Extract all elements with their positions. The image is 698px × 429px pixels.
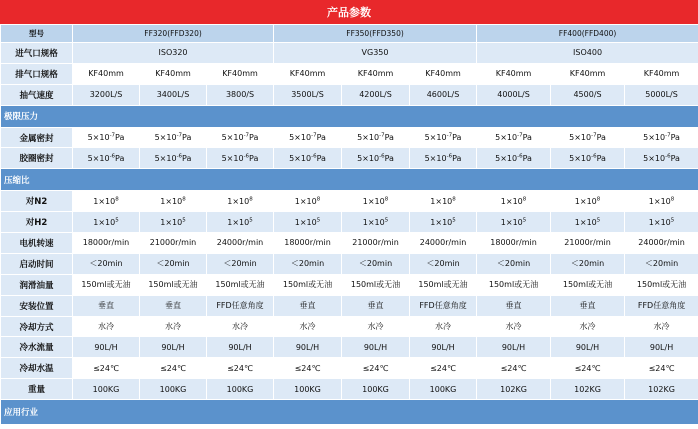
rubber-seal-value: [274, 148, 342, 169]
water-flow-value: 90L/H: [73, 337, 140, 358]
start-time-value: ＜20min: [551, 253, 625, 274]
lubrication-value: 150ml或无油: [551, 274, 625, 295]
value-base: 5×10: [495, 153, 518, 163]
value-exponent: 5: [452, 216, 456, 223]
cooling-value: 水冷: [73, 316, 140, 337]
table-row: [1, 233, 698, 254]
cooling-value: 水冷: [342, 316, 410, 337]
ratio-n2-value: [477, 191, 551, 212]
value-exponent: 8: [522, 196, 527, 203]
table-row: [1, 316, 698, 337]
weight-value: 102KG: [477, 379, 551, 400]
water-temp-value: ≤24℃: [140, 358, 207, 379]
mounting-value: 垂直: [274, 295, 342, 316]
value-unit: Pa: [522, 133, 532, 142]
table-row: [1, 379, 698, 400]
speed-value: 4500/S: [551, 84, 625, 105]
start-time-value: ＜20min: [625, 253, 698, 274]
value-exponent: -6: [176, 153, 183, 160]
outlet-value: KF40mm: [274, 63, 342, 84]
lubrication-value: 150ml或无油: [625, 274, 698, 295]
value-unit: Pa: [384, 133, 394, 142]
outlet-value: KF40mm: [140, 63, 207, 84]
water-temp-label: 冷却水温: [1, 358, 73, 379]
outlet-value: KF40mm: [410, 63, 477, 84]
table-row: [1, 358, 698, 379]
rubber-seal-value: [625, 148, 698, 169]
value-exponent: -6: [311, 153, 317, 160]
inlet-value: VG350: [274, 43, 477, 64]
inlet-label: 进气口规格: [1, 43, 73, 64]
water-flow-value: 90L/H: [410, 337, 477, 358]
motor-speed-value: 24000r/min: [625, 233, 698, 254]
speed-value: 3400L/S: [140, 84, 207, 105]
water-flow-value: 90L/H: [140, 337, 207, 358]
lubrication-value: 150ml或无油: [73, 274, 140, 295]
cooling-value: 水冷: [551, 316, 625, 337]
table-title: 产品参数: [0, 0, 698, 24]
metal-seal-value: [551, 127, 625, 148]
weight-value: 100KG: [140, 379, 207, 400]
rubber-seal-value: [551, 148, 625, 169]
value-exponent: 5: [182, 216, 186, 223]
value-unit: Pa: [596, 153, 606, 163]
value-unit: Pa: [316, 153, 326, 163]
weight-value: 100KG: [73, 379, 140, 400]
mounting-value: 垂直: [342, 295, 410, 316]
motor-speed-value: 21000r/min: [342, 233, 410, 254]
lubrication-value: 150ml或无油: [274, 274, 342, 295]
weight-value: 100KG: [342, 379, 410, 400]
ratio-n2-value: [625, 191, 698, 212]
value-exponent: 8: [670, 196, 675, 203]
mounting-value: 垂直: [551, 295, 625, 316]
water-temp-value: ≤24℃: [410, 358, 477, 379]
speed-label: 抽气速度: [1, 84, 73, 105]
lubrication-label: 润滑油量: [1, 274, 73, 295]
table-row: [1, 84, 698, 105]
value-base: 5×10: [221, 153, 244, 163]
value-unit: Pa: [670, 153, 680, 163]
value-base: 1×10: [227, 217, 250, 227]
motor-speed-value: 18000r/min: [477, 233, 551, 254]
value-unit: Pa: [115, 153, 125, 163]
mounting-value: FFD任意角度: [625, 295, 698, 316]
ratio-n2-value: [207, 191, 274, 212]
value-base: 1×10: [362, 217, 385, 227]
value-base: 5×10: [643, 153, 666, 163]
value-base: 5×10: [424, 133, 447, 142]
rubber-seal-value: [342, 148, 410, 169]
water-temp-value: ≤24℃: [477, 358, 551, 379]
lubrication-value: 150ml或无油: [410, 274, 477, 295]
start-time-value: ＜20min: [274, 253, 342, 274]
ratio-h2-value: [207, 212, 274, 233]
metal-seal-value: [625, 127, 698, 148]
outlet-value: KF40mm: [551, 63, 625, 84]
value-exponent: -6: [243, 153, 250, 160]
ratio-h2-label: 对H2: [1, 212, 73, 233]
ratio-h2-value: [342, 212, 410, 233]
cooling-value: 水冷: [207, 316, 274, 337]
speed-value: 3800/S: [207, 84, 274, 105]
weight-value: 102KG: [551, 379, 625, 400]
water-flow-value: 90L/H: [625, 337, 698, 358]
outlet-value: KF40mm: [342, 63, 410, 84]
ratio-n2-value: [73, 191, 140, 212]
application-industry: 应用行业: [1, 400, 698, 425]
ratio-h2-value: [140, 212, 207, 233]
metal-seal-value: [73, 127, 140, 148]
weight-label: 重量: [1, 379, 73, 400]
outlet-value: KF40mm: [625, 63, 698, 84]
outlet-value: KF40mm: [207, 63, 274, 84]
value-base: 1×10: [500, 217, 523, 227]
table-row: [1, 148, 698, 169]
motor-speed-value: 21000r/min: [551, 233, 625, 254]
water-flow-label: 冷水流量: [1, 337, 73, 358]
value-exponent: -6: [517, 153, 523, 160]
value-exponent: 5: [249, 216, 253, 223]
ratio-h2-value: [73, 212, 140, 233]
value-base: 5×10: [424, 153, 447, 163]
value-exponent: 5: [670, 216, 675, 223]
table-row: [1, 105, 698, 127]
rubber-seal-value: [410, 148, 477, 169]
ratio-h2-value: [477, 212, 551, 233]
speed-value: 4200L/S: [342, 84, 410, 105]
model-label: 型号: [1, 25, 73, 43]
speed-value: 3200L/S: [73, 84, 140, 105]
mounting-value: 垂直: [140, 295, 207, 316]
inlet-value: ISO400: [477, 43, 698, 64]
metal-seal-value: [410, 127, 477, 148]
weight-value: 100KG: [207, 379, 274, 400]
rubber-seal-value: [207, 148, 274, 169]
value-exponent: -6: [379, 153, 385, 160]
ratio-h2-value: [410, 212, 477, 233]
value-exponent: 8: [452, 196, 456, 203]
water-temp-value: ≤24℃: [342, 358, 410, 379]
start-time-value: ＜20min: [207, 253, 274, 274]
value-base: 1×10: [227, 196, 250, 206]
value-exponent: -7: [446, 132, 453, 139]
rubber-seal-label: 胶圈密封: [1, 148, 73, 169]
value-base: 1×10: [574, 217, 597, 227]
value-base: 5×10: [154, 153, 177, 163]
value-exponent: 8: [249, 196, 253, 203]
value-base: 1×10: [648, 217, 671, 227]
table-row: [1, 253, 698, 274]
model-header: FF320(FFD320): [73, 25, 274, 43]
metal-seal-value: [140, 127, 207, 148]
metal-seal-label: 金属密封: [1, 127, 73, 148]
ratio-h2-value: [625, 212, 698, 233]
mounting-value: 垂直: [73, 295, 140, 316]
value-base: 1×10: [430, 217, 453, 227]
value-exponent: 8: [384, 196, 389, 203]
ratio-n2-label: 对N2: [1, 191, 73, 212]
value-base: 1×10: [160, 217, 183, 227]
water-flow-value: 90L/H: [477, 337, 551, 358]
table-row: [1, 337, 698, 358]
value-exponent: 8: [596, 196, 601, 203]
value-base: 1×10: [160, 196, 183, 206]
value-exponent: 5: [115, 216, 119, 223]
metal-seal-value: [274, 127, 342, 148]
section-ultimate-pressure: 极限压力: [1, 105, 698, 127]
value-base: 5×10: [289, 153, 312, 163]
value-unit: Pa: [522, 153, 532, 163]
start-time-value: ＜20min: [73, 253, 140, 274]
value-base: 1×10: [294, 196, 317, 206]
mounting-value: 垂直: [477, 295, 551, 316]
speed-value: 3500L/S: [274, 84, 342, 105]
value-exponent: -6: [665, 153, 671, 160]
motor-speed-value: 24000r/min: [207, 233, 274, 254]
model-header: FF400(FFD400): [477, 25, 698, 43]
model-header: FF350(FFD350): [274, 25, 477, 43]
table-row: [1, 400, 698, 425]
value-base: 1×10: [93, 196, 116, 206]
motor-speed-value: 18000r/min: [274, 233, 342, 254]
water-temp-value: ≤24℃: [73, 358, 140, 379]
rubber-seal-value: [477, 148, 551, 169]
motor-speed-value: 18000r/min: [73, 233, 140, 254]
value-base: 1×10: [294, 217, 317, 227]
value-base: 5×10: [569, 133, 592, 142]
speed-value: 4000L/S: [477, 84, 551, 105]
ratio-n2-value: [274, 191, 342, 212]
value-base: 5×10: [87, 153, 110, 163]
value-exponent: -6: [591, 153, 597, 160]
metal-seal-value: [342, 127, 410, 148]
start-time-value: ＜20min: [140, 253, 207, 274]
cooling-value: 水冷: [140, 316, 207, 337]
section-compression-ratio: 压缩比: [1, 169, 698, 191]
start-time-value: ＜20min: [410, 253, 477, 274]
rubber-seal-value: [73, 148, 140, 169]
table-row: [1, 191, 698, 212]
table-row: [1, 127, 698, 148]
value-unit: Pa: [596, 133, 606, 142]
water-temp-value: ≤24℃: [551, 358, 625, 379]
value-exponent: -7: [243, 132, 250, 139]
weight-value: 102KG: [625, 379, 698, 400]
value-exponent: 8: [316, 196, 321, 203]
rubber-seal-value: [140, 148, 207, 169]
value-base: 5×10: [357, 153, 380, 163]
value-base: 5×10: [289, 133, 312, 142]
water-temp-value: ≤24℃: [207, 358, 274, 379]
value-unit: Pa: [249, 133, 259, 142]
value-unit: Pa: [452, 153, 462, 163]
value-exponent: -7: [109, 132, 116, 139]
value-exponent: 5: [384, 216, 389, 223]
value-unit: Pa: [316, 133, 326, 142]
mounting-value: FFD任意角度: [410, 295, 477, 316]
value-exponent: 5: [522, 216, 527, 223]
motor-speed-value: 24000r/min: [410, 233, 477, 254]
value-base: 5×10: [221, 133, 244, 142]
value-base: 1×10: [93, 217, 116, 227]
table-row: [1, 274, 698, 295]
value-exponent: 5: [316, 216, 321, 223]
start-time-label: 启动时间: [1, 253, 73, 274]
mounting-label: 安装位置: [1, 295, 73, 316]
ratio-h2-value: [274, 212, 342, 233]
table-row: [1, 169, 698, 191]
value-base: 5×10: [495, 133, 518, 142]
speed-value: 4600L/S: [410, 84, 477, 105]
speed-value: 5000L/S: [625, 84, 698, 105]
value-unit: Pa: [249, 153, 259, 163]
water-temp-value: ≤24℃: [274, 358, 342, 379]
value-unit: Pa: [182, 133, 192, 142]
value-base: 5×10: [569, 153, 592, 163]
weight-value: 100KG: [410, 379, 477, 400]
ratio-n2-value: [551, 191, 625, 212]
water-flow-value: 90L/H: [274, 337, 342, 358]
table-row: [1, 212, 698, 233]
ratio-n2-value: [140, 191, 207, 212]
ratio-n2-value: [342, 191, 410, 212]
table-row: [1, 295, 698, 316]
cooling-value: 水冷: [625, 316, 698, 337]
value-unit: Pa: [182, 153, 192, 163]
motor-speed-value: 21000r/min: [140, 233, 207, 254]
value-base: 5×10: [357, 133, 380, 142]
motor-speed-label: 电机转速: [1, 233, 73, 254]
table-row: [1, 25, 698, 43]
water-temp-value: ≤24℃: [625, 358, 698, 379]
outlet-value: KF40mm: [477, 63, 551, 84]
table-row: [1, 63, 698, 84]
spec-grid: [0, 24, 698, 425]
value-exponent: -7: [379, 132, 385, 139]
value-base: 1×10: [648, 196, 671, 206]
outlet-label: 排气口规格: [1, 63, 73, 84]
ratio-n2-value: [410, 191, 477, 212]
value-base: 1×10: [500, 196, 523, 206]
value-base: 5×10: [154, 133, 177, 142]
table-row: [1, 43, 698, 64]
lubrication-value: 150ml或无油: [140, 274, 207, 295]
value-base: 1×10: [430, 196, 453, 206]
start-time-value: ＜20min: [477, 253, 551, 274]
value-exponent: -7: [176, 132, 183, 139]
value-unit: Pa: [452, 133, 462, 142]
value-base: 1×10: [574, 196, 597, 206]
value-base: 1×10: [362, 196, 385, 206]
value-base: 5×10: [643, 133, 666, 142]
lubrication-value: 150ml或无油: [342, 274, 410, 295]
value-exponent: -7: [591, 132, 597, 139]
cooling-value: 水冷: [410, 316, 477, 337]
value-exponent: 8: [182, 196, 186, 203]
water-flow-value: 90L/H: [207, 337, 274, 358]
value-unit: Pa: [670, 133, 680, 142]
value-exponent: -7: [517, 132, 523, 139]
value-exponent: -6: [446, 153, 453, 160]
value-unit: Pa: [384, 153, 394, 163]
start-time-value: ＜20min: [342, 253, 410, 274]
outlet-value: KF40mm: [73, 63, 140, 84]
cooling-value: 水冷: [274, 316, 342, 337]
value-exponent: 5: [596, 216, 601, 223]
value-exponent: -7: [311, 132, 317, 139]
lubrication-value: 150ml或无油: [207, 274, 274, 295]
lubrication-value: 150ml或无油: [477, 274, 551, 295]
value-base: 5×10: [87, 133, 110, 142]
value-exponent: 8: [115, 196, 119, 203]
inlet-value: ISO320: [73, 43, 274, 64]
value-exponent: -6: [109, 153, 116, 160]
water-flow-value: 90L/H: [551, 337, 625, 358]
metal-seal-value: [477, 127, 551, 148]
metal-seal-value: [207, 127, 274, 148]
value-exponent: -7: [665, 132, 671, 139]
value-unit: Pa: [115, 133, 125, 142]
cooling-value: 水冷: [477, 316, 551, 337]
weight-value: 100KG: [274, 379, 342, 400]
mounting-value: FFD任意角度: [207, 295, 274, 316]
cooling-label: 冷却方式: [1, 316, 73, 337]
ratio-h2-value: [551, 212, 625, 233]
water-flow-value: 90L/H: [342, 337, 410, 358]
